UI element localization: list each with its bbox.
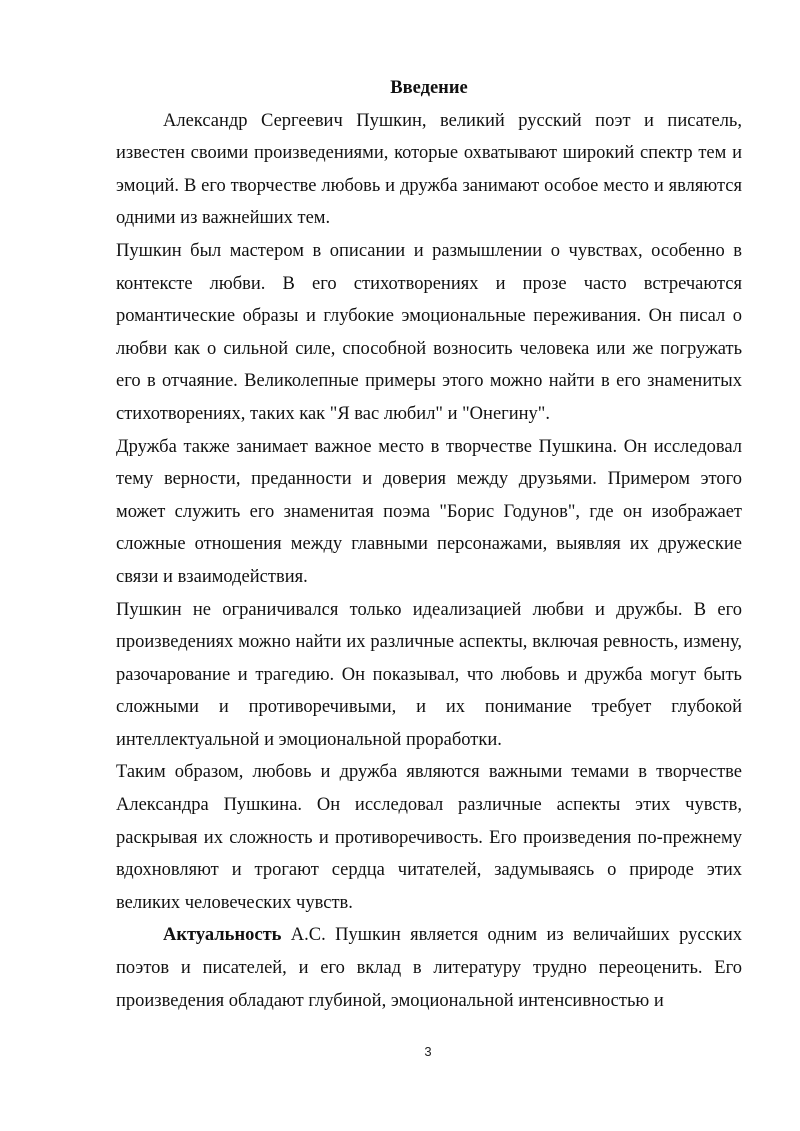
paragraph-conclusion: Таким образом, любовь и дружба являются важными темами в творчестве Александра Пушкина. Он исследовал различные аспекты этих чувств, раскрывая их сложность и противоречивость. Его произведения по-прежнему вдохновляют и трогают сердца читателей, задумываясь о природе этих великих человеческих чувств.	[116, 762, 742, 913]
section-title: Введение	[390, 78, 468, 98]
paragraph-friendship: Дружба также занимает важное место в творчестве Пушкина. Он исследовал тему верности, преданности и доверия между друзьями. Примером этого может служить его знаменитая поэма "Борис Годунов", где он изображает сложные отношения между главными персонажами, выявляя их дружеские связи и взаимодействия.	[116, 436, 742, 587]
paragraph-love: Пушкин был мастером в описании и размышлении о чувствах, особенно в контексте любви. В его стихотворениях и прозе часто встречаются романтические образы и глубокие эмоциональные переживания. Он писал о любви как о сильной силе, способной возносить человека или же погружать его в отчаяние. Великолепные примеры этого можно найти в его знаменитых стихотворениях, таких как "Я вас любил" и "Онегину".	[116, 240, 742, 424]
page-number: 3	[424, 1044, 432, 1059]
paragraph-relevance	[116, 919, 742, 1017]
document-body	[116, 72, 742, 1017]
relevance-text: А.С. Пушкин является одним из величайших русских поэтов и писателей, и его вклад в литературу трудно переоценить. Его произведения обладают глубиной, эмоциональной интенсивностью и	[116, 925, 742, 1011]
paragraph-intro: Александр Сергеевич Пушкин, великий русский поэт и писатель, известен своими произведениями, которые охватывают широкий спектр тем и эмоций. В его творчестве любовь и дружба занимают особое место и являются одними из важнейших тем.	[116, 110, 742, 229]
relevance-label: Актуальность	[163, 925, 282, 946]
paragraph-aspects: Пушкин не ограничивался только идеализацией любви и дружбы. В его произведениях можно найти их различные аспекты, включая ревность, измену, разочарование и трагедию. Он показывал, что любовь и дружба могут быть сложными и противоречивыми, и их понимание требует глубокой интеллектуальной и эмоциональной проработки.	[116, 599, 742, 750]
